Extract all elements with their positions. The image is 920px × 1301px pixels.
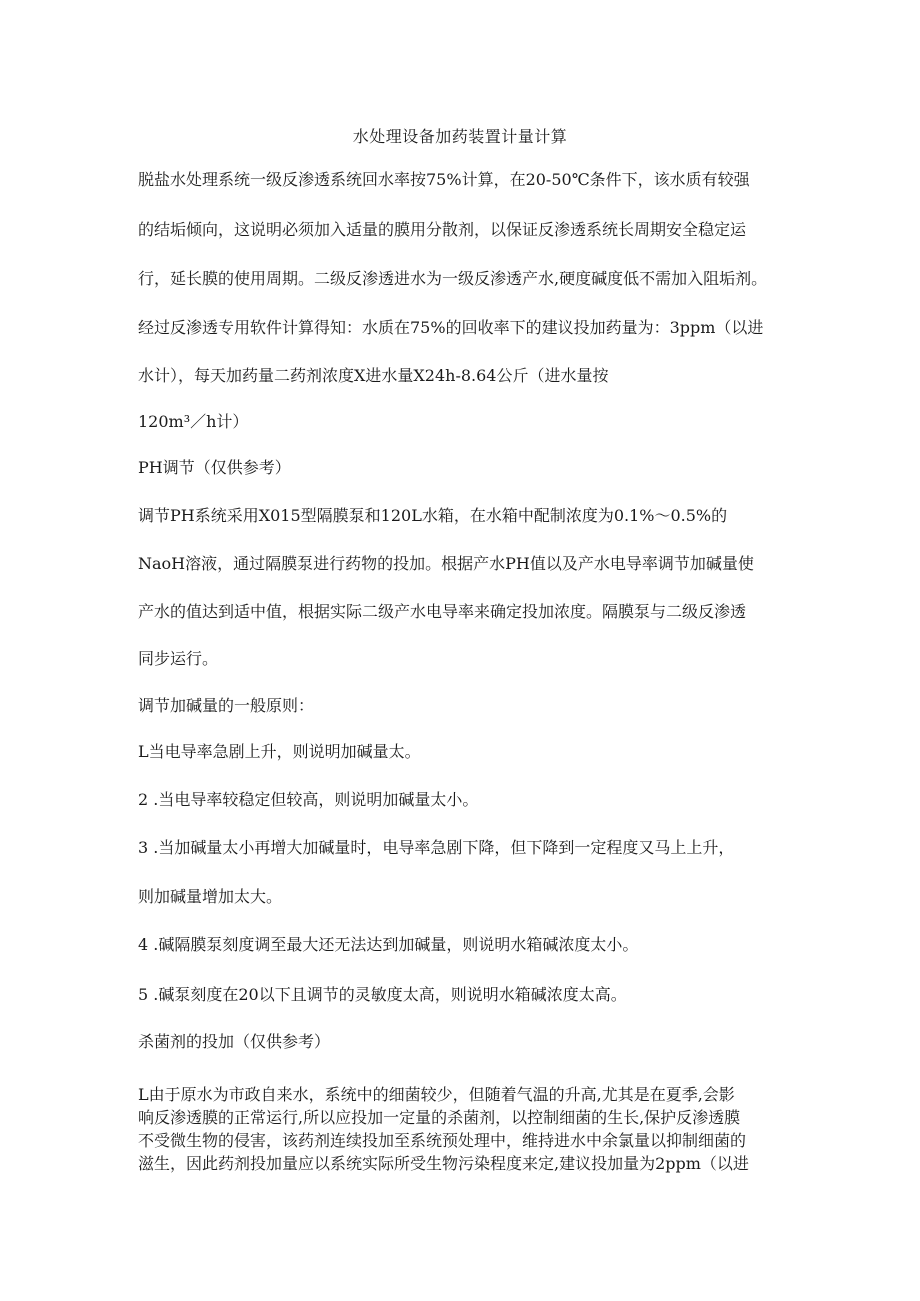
document-title: 水处理设备加药装置计量计算 bbox=[352, 127, 568, 146]
sterilant-line-2: 响反渗透膜的正常运行,所以应投加一定量的杀菌剂，以控制细菌的生长,保护反渗透膜 bbox=[138, 1108, 741, 1127]
sterilant-line-1: L由于原水为市政自来水，系统中的细菌较少，但随着气温的升高,尤其是在夏季,会影 bbox=[138, 1085, 735, 1104]
principle-item-1: L当电导率急剧上升，则说明加碱量太。 bbox=[138, 742, 421, 761]
principle-item-3-continued: 则加碱量增加太大。 bbox=[138, 887, 283, 906]
section1-line-1: 脱盐水处理系统一级反渗透系统回水率按75%计算，在20-50℃条件下，该水质有较强 bbox=[138, 170, 750, 189]
principle-item-5: 5 .碱泵刻度在20以下且调节的灵敏度太高，则说明水箱碱浓度太高。 bbox=[138, 985, 627, 1004]
sterilant-line-3: 不受微生物的侵害，该药剂连续投加至系统预处理中，维持进水中余氯量以抑制细菌的 bbox=[138, 1131, 747, 1150]
section1-line-2: 的结垢倾向，这说明必须加入适量的膜用分散剂，以保证反渗透系统长周期安全稳定运 bbox=[138, 220, 747, 239]
ph-line-4: 同步运行。 bbox=[138, 649, 219, 668]
principle-item-3: 3 .当加碱量太小再增大加碱量时，电导率急剧下降，但下降到一定程度又马上上升， bbox=[138, 838, 735, 857]
ph-line-3: 产水的值达到适中值，根据实际二级产水电导率来确定投加浓度。隔膜泵与二级反渗透 bbox=[138, 602, 747, 621]
principles-heading: 调节加碱量的一般原则： bbox=[138, 696, 315, 715]
section1-line-3: 行，延长膜的使用周期。二级反渗透进水为一级反渗透产水,硬度碱度低不需加入阻垢剂。 bbox=[138, 269, 768, 288]
section1-line-6: 120m³／h计） bbox=[138, 412, 249, 431]
section1-line-4: 经过反渗透专用软件计算得知：水质在75%的回收率下的建议投加药量为：3ppm（以进 bbox=[138, 318, 764, 337]
ph-line-1: 调节PH系统采用X015型隔膜泵和120L水箱，在水箱中配制浓度为0.1%～0.5%的 bbox=[138, 506, 728, 525]
ph-heading: PH调节（仅供参考） bbox=[138, 458, 291, 477]
sterilant-paragraph bbox=[138, 1083, 798, 1175]
ph-line-2: NaoH溶液，通过隔膜泵进行药物的投加。根据产水PH值以及产水电导率调节加碱量使 bbox=[138, 554, 754, 573]
principle-item-2: 2 .当电导率较稳定但较高，则说明加碱量太小。 bbox=[138, 790, 479, 809]
sterilant-heading: 杀菌剂的投加（仅供参考） bbox=[138, 1032, 331, 1051]
section1-line-5: 水计），每天加药量二药剂浓度X进水量X24h-8.64公斤（进水量按 bbox=[138, 366, 609, 385]
principle-item-4: 4 .碱隔膜泵刻度调至最大还无法达到加碱量，则说明水箱碱浓度太小。 bbox=[138, 935, 639, 954]
sterilant-line-4: 滋生，因此药剂投加量应以系统实际所受生物污染程度来定,建议投加量为2ppm（以进 bbox=[138, 1154, 749, 1173]
